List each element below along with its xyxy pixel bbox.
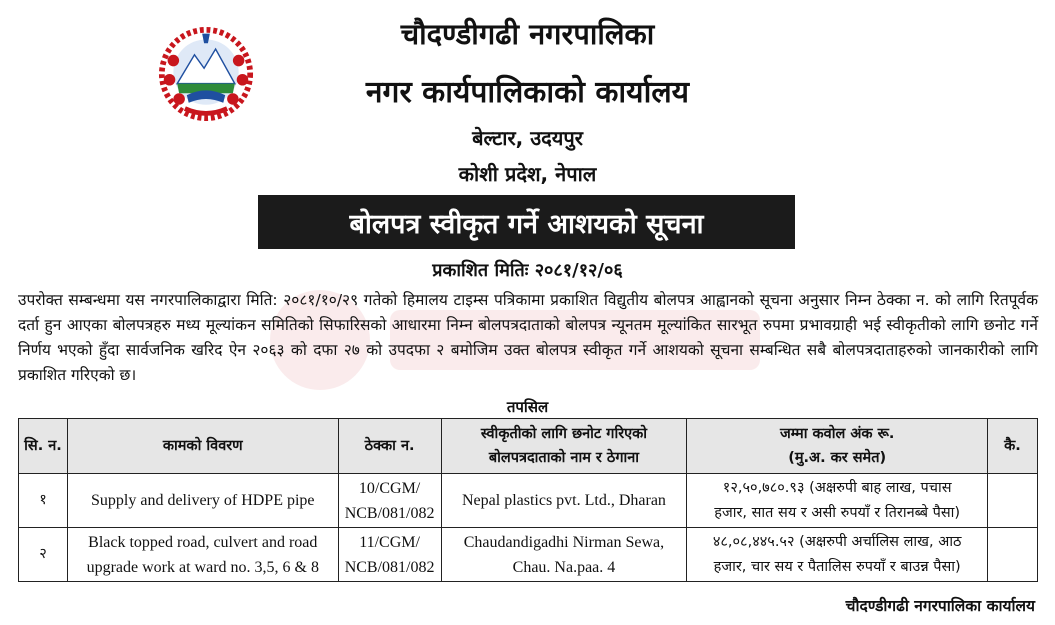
row-work-line1: Black topped road, culvert and road bbox=[88, 533, 318, 551]
row-sn: १ bbox=[19, 474, 68, 528]
header-amount bbox=[687, 419, 988, 474]
row-remarks bbox=[987, 474, 1037, 528]
address-line-2: कोशी प्रदेश, नेपाल bbox=[458, 162, 597, 186]
footer-signature: चौदण्डीगढी नगरपालिका कार्यालय bbox=[845, 597, 1035, 615]
table-row bbox=[19, 528, 1038, 582]
header-bidder-line2: बोलपत्रदाताको नाम र ठेगाना bbox=[488, 450, 640, 466]
row-contract-line1: 10/CGM/ bbox=[358, 479, 421, 497]
row-amount-line1: ४८,०८,४४५.५२ (अक्षरुपी अर्चालिस लाख, आठ bbox=[712, 533, 962, 550]
header-work: कामको विवरण bbox=[67, 419, 338, 474]
row-contract-line2: NCB/081/082 bbox=[344, 558, 435, 576]
details-label: तपसिल bbox=[506, 398, 549, 416]
row-remarks bbox=[987, 528, 1037, 582]
header-amount-line1: जम्मा कवोल अंक रू. bbox=[779, 426, 895, 442]
row-work bbox=[67, 528, 338, 582]
row-amount bbox=[687, 528, 988, 582]
row-bidder bbox=[441, 528, 687, 582]
header-sn: सि. न. bbox=[19, 419, 68, 474]
published-date: प्रकाशित मितिः २०८१/१२/०६ bbox=[432, 260, 623, 281]
header-contract: ठेक्का न. bbox=[338, 419, 441, 474]
row-bidder: Nepal plastics pvt. Ltd., Dharan bbox=[441, 474, 687, 528]
row-bidder-line2: Chau. Na.paa. 4 bbox=[512, 558, 616, 576]
row-contract bbox=[338, 474, 441, 528]
row-bidder-line1: Chaudandigadhi Nirman Sewa, bbox=[463, 533, 665, 551]
office-name: नगर कार्यपालिकाको कार्यालय bbox=[365, 75, 690, 110]
address-line-1: बेल्टार, उदयपुर bbox=[472, 126, 583, 150]
row-contract bbox=[338, 528, 441, 582]
row-sn: २ bbox=[19, 528, 68, 582]
table-header-row bbox=[19, 419, 1038, 474]
header-bidder bbox=[441, 419, 687, 474]
header-bidder-line1: स्वीकृतीको लागि छनोट गरिएको bbox=[480, 426, 648, 442]
header-remarks: कै. bbox=[987, 419, 1037, 474]
notice-body: उपरोक्त सम्बन्धमा यस नगरपालिकाद्वारा मिति: २०८१/१०/२९ गतेको हिमालय टाइम्स पत्रिकामा प्रकाशित विद्युतीय बोलपत्र आह्वानको सूचना अनुसार निम्न ठेक्का न. को लागि रितपूर्वक दर्ता हुन आएका बोलपत्रहरु मध्य मूल्यांकन समितिको सिफारिसको आधारमा निम्न बोलपत्रदाताको बोलपत्र न्यूनतम मूल्यांकित सारभूत रुपमा प्रभावग्राही भई स्वीकृतीको लागि छनोट गर्ने निर्णय भएको हुँदा सार्वजनिक खरिद ऐन २०६३ को दफा २७ को उपदफा २ बमोजिम उक्त बोलपत्र स्वीकृत गर्ने आशयको सूचना सम्बन्धित सबै बोलपत्रदाताहरुको जानकारीको लागि प्रकाशित गरिएको छ। bbox=[18, 291, 1038, 384]
bid-details-table bbox=[18, 418, 1038, 582]
header-amount-line2: (मु.अ. कर समेत) bbox=[788, 450, 887, 466]
row-work: Supply and delivery of HDPE pipe bbox=[67, 474, 338, 528]
row-amount-line2: हजार, सात सय र असी रुपयाँ र तिरानब्बे पैसा) bbox=[714, 504, 961, 521]
row-amount-line1: १२,५०,७८०.९३ (अक्षरुपी बाह लाख, पचास bbox=[722, 479, 952, 496]
row-work-line2: upgrade work at ward no. 3,5, 6 & 8 bbox=[86, 558, 319, 576]
row-contract-line1: 11/CGM/ bbox=[359, 533, 420, 551]
table-row bbox=[19, 474, 1038, 528]
notice-title: बोलपत्र स्वीकृत गर्ने आशयको सूचना bbox=[349, 208, 704, 240]
row-amount bbox=[687, 474, 988, 528]
row-amount-line2: हजार, चार सय र पैतालिस रुपयाँ र बाउन्न पैसा) bbox=[713, 558, 961, 575]
organization-name: चौदण्डीगढी नगरपालिका bbox=[400, 17, 655, 51]
row-contract-line2: NCB/081/082 bbox=[344, 504, 435, 522]
notice-title-banner bbox=[258, 195, 795, 249]
